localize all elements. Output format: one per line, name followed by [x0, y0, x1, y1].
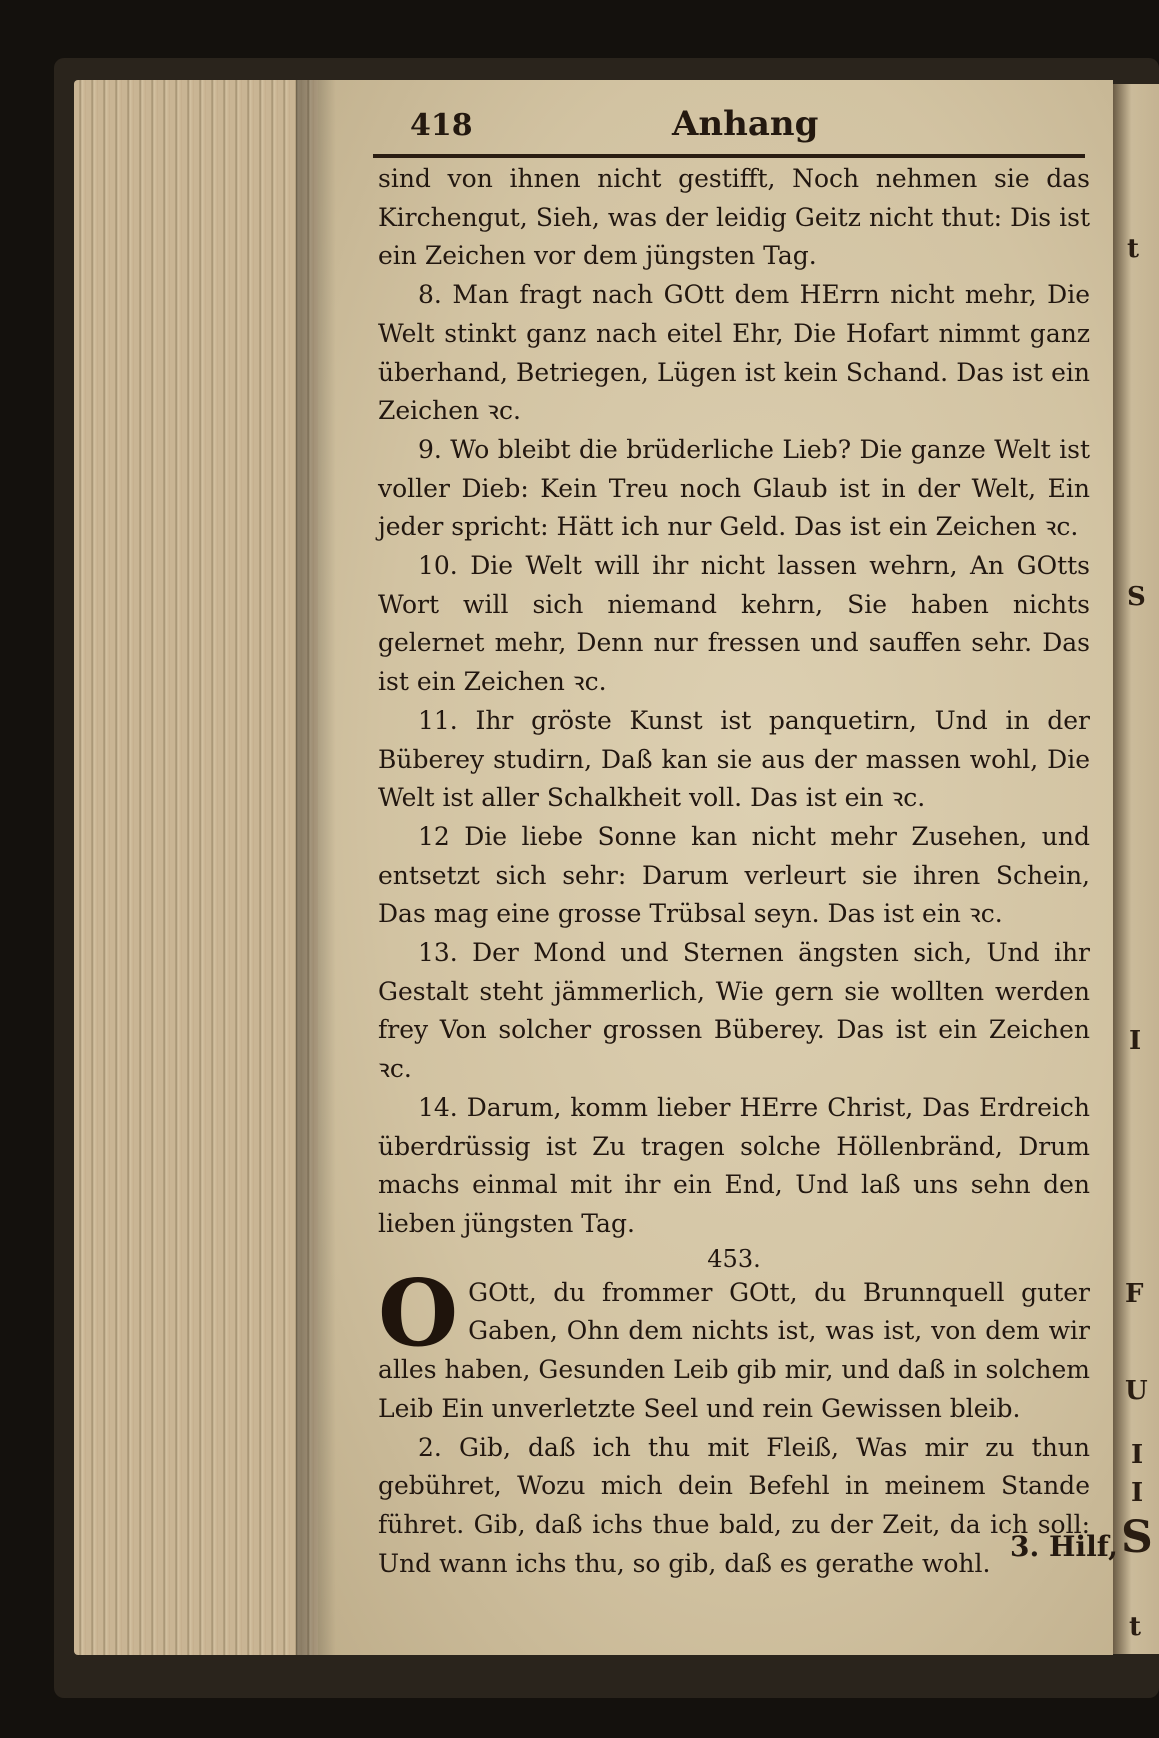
page-gutter-shadow	[296, 80, 336, 1655]
next-page-letter: F	[1125, 1279, 1144, 1309]
stanza-14: 14. Darum, komm lieber HErre Christ, Das Erdreich überdrüssig ist Zu tragen solche Höllenbränd, Drum machs einmal mit ihr ein End, Und laß uns sehn den lieben jüngsten Tag.	[378, 1092, 1090, 1238]
page-edges	[74, 80, 326, 1655]
next-page-letter: t	[1129, 1612, 1142, 1642]
next-page-letter: I	[1131, 1440, 1144, 1470]
stanza-12: 12 Die liebe Sonne kan nicht mehr Zusehen, und entsetzt sich sehr: Darum verleurt sie ihren Schein, Das mag eine grosse Trübsal seyn. Das ist ein ꝛc.	[378, 821, 1090, 929]
catchword: 3. Hilf,	[1010, 1530, 1118, 1563]
header-rule	[373, 154, 1085, 158]
text-block	[378, 160, 1090, 1583]
next-page-letter: I	[1131, 1478, 1144, 1508]
stanza-10: 10. Die Welt will ihr nicht lassen wehrn, An GOtts Wort will sich niemand kehrn, Sie haben nichts gelernet mehr, Denn nur fressen und sauffen sehr. Das ist ein Zeichen ꝛc.	[378, 551, 1090, 697]
next-page-letter: U	[1125, 1376, 1148, 1406]
stanza-11: 11. Ihr gröste Kunst ist panquetirn, Und in der Büberey studirn, Daß kan sie aus der massen wohl, Die Welt ist aller Schalkheit voll. Das ist ein ꝛc.	[378, 705, 1090, 813]
drop-cap: O	[378, 1258, 459, 1367]
stanza-13: 13. Der Mond und Sternen ängsten sich, Und ihr Gestalt steht jämmerlich, Wie gern sie wollten werden frey Von solcher grossen Büberey. Das ist ein Zeichen ꝛc.	[378, 938, 1090, 1084]
running-head: Anhang	[672, 104, 819, 144]
hymn-first-stanza-text: GOtt, du frommer GOtt, du Brunnquell guter Gaben, Ohn dem nichts ist, was ist, von dem wir alles haben, Gesunden Leib gib mir, und daß in solchem Leib Ein unverletzte Seel und rein Gewissen bleib.	[378, 1277, 1090, 1423]
next-page-letter: I	[1129, 1026, 1142, 1056]
hymn-number: 453.	[707, 1244, 761, 1273]
next-page-letter: t	[1127, 234, 1140, 264]
stanza-9: 9. Wo bleibt die brüderliche Lieb? Die ganze Welt ist voller Dieb: Kein Treu noch Glaub ist in der Welt, Ein jeder spricht: Hätt ich nur Geld. Das ist ein Zeichen ꝛc.	[378, 434, 1090, 542]
page-number: 418	[410, 108, 473, 143]
next-page-edge	[1113, 84, 1159, 1654]
next-page-letter: S	[1121, 1512, 1153, 1563]
page-header	[410, 104, 1110, 152]
next-page-letter: S	[1127, 582, 1146, 612]
hymn-second-stanza: 2. Gib, daß ich thu mit Fleiß, Was mir zu thun gebühret, Wozu mich dein Befehl in meinem Stande führet. Gib, daß ichs thue bald, zu der Zeit, da ich soll: Und wann ichs thu, so gib, daß es gerathe wohl.	[378, 1432, 1090, 1578]
stanza-8: 8. Man fragt nach GOtt dem HErrn nicht mehr, Die Welt stinkt ganz nach eitel Ehr, Die Hofart nimmt ganz überhand, Betriegen, Lügen ist kein Schand. Das ist ein Zeichen ꝛc.	[378, 280, 1090, 426]
continuation-paragraph: sind von ihnen nicht gestifft, Noch nehmen sie das Kirchengut, Sieh, was der leidig Geitz nicht thut: Dis ist ein Zeichen vor dem jüngsten Tag.	[378, 164, 1090, 271]
